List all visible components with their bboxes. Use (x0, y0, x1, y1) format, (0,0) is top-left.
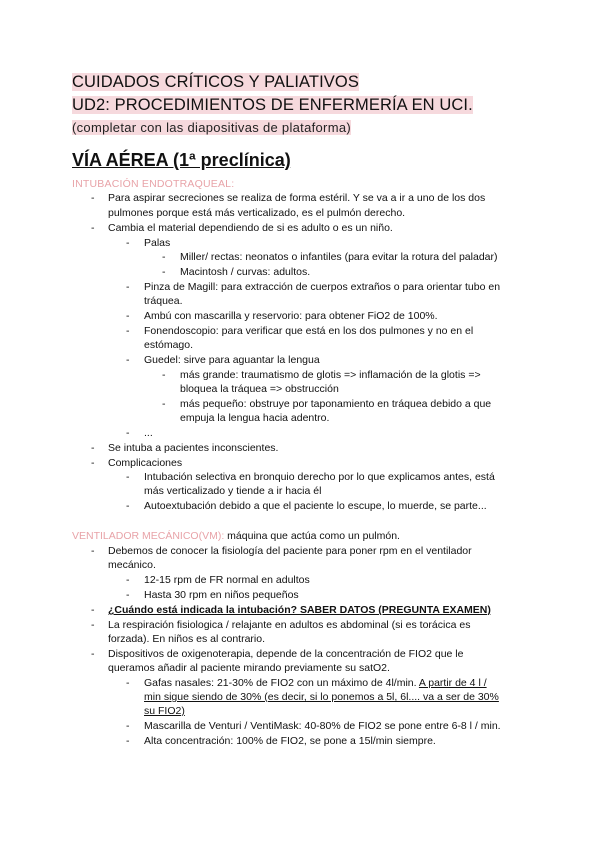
bullet-dash: - (126, 471, 130, 483)
bullet-dash: - (126, 574, 130, 586)
complicacion-1-line1: Intubación selectiva en bronquio derecho por lo que explicamos antes, está (144, 471, 495, 483)
ventilador-b1-line1: Debemos de conocer la fisiología del paciente para poner rpm en el ventilador (108, 545, 472, 557)
bullet-dash: - (91, 604, 95, 616)
ventilador-b3-line2: forzada). En niños es al contrario. (108, 633, 265, 645)
rpm-ninos: Hasta 30 rpm en niños pequeños (144, 589, 299, 601)
intubacion-heading: INTUBACIÓN ENDOTRAQUEAL: (72, 178, 235, 190)
ambu: Ambú con mascarilla y reservorio: para obtener FiO2 de 100%. (144, 310, 438, 322)
subtitle: (completar con las diapositivas de plataforma) (72, 120, 351, 135)
guedel-pequeno-line1: más pequeño: obstruye por taponamiento en tráquea debido a que (180, 398, 492, 410)
intubacion-b2: Cambia el material dependiendo de si es adulto o es un niño. (108, 222, 393, 234)
bullet-dash: - (162, 398, 166, 410)
ventilador-heading-line (72, 529, 400, 543)
ventilador-b3-line1: La respiración fisiologica / relajante en adultos es abdominal (si es torácica es (108, 619, 471, 631)
alta-concentracion: Alta concentración: 100% de FIO2, se pone a 15l/min siempre. (144, 735, 436, 747)
intubacion-b3: Se intuba a pacientes inconscientes. (108, 442, 279, 454)
bullet-dash: - (126, 735, 130, 747)
bullet-dash: - (126, 281, 130, 293)
ventilador-b2-question: ¿Cuándo está indicada la intubación? SABER DATOS (PREGUNTA EXAMEN) (108, 604, 491, 616)
bullet-dash: - (91, 619, 95, 631)
bullet-dash: - (126, 310, 130, 322)
bullet-dash: - (91, 192, 95, 204)
magill-line1: Pinza de Magill: para extracción de cuerpos extraños o para orientar tubo en (144, 281, 501, 293)
bullet-dash: - (126, 589, 130, 601)
intubacion-b1-line2: pulmones porque está más verticalizado, es el pulmón derecho. (108, 207, 406, 219)
ventilador-b1-line2: mecánico. (108, 559, 156, 571)
title-line-2 (72, 95, 473, 116)
guedel-grande-line2: bloquea la tráquea => obstrucción (180, 383, 339, 395)
bullet-dash: - (126, 237, 130, 249)
palas: Palas (144, 237, 171, 249)
ventilador-heading-rest: máquina que actúa como un pulmón. (224, 530, 400, 542)
gafas-line1 (144, 676, 487, 690)
gafas-text: Gafas nasales: 21-30% de FIO2 con un máximo de 4l/min. (144, 677, 419, 689)
bullet-dash: - (162, 266, 166, 278)
bullet-dash: - (91, 442, 95, 454)
gafas-line3: su FIO2) (144, 705, 185, 717)
bullet-dash: - (126, 325, 130, 337)
intubacion-b1-line1: Para aspirar secreciones se realiza de forma estéril. Y se va a ir a uno de los dos (108, 192, 486, 204)
bullet-dash: - (91, 545, 95, 557)
complicacion-1-line2: más verticalizado y tiende a ir hacia él (144, 485, 322, 497)
bullet-dash: - (126, 354, 130, 366)
bullet-dash: - (126, 720, 130, 732)
bullet-dash: - (126, 677, 130, 689)
bullet-dash: - (91, 222, 95, 234)
bullet-dash: - (126, 427, 130, 439)
gafas-line2: min sigue siendo de 30% (es decir, si lo ponemos a 5l, 6l.... va a ser de 30% (144, 691, 499, 703)
palas-miller: Miller/ rectas: neonatos o infantiles (para evitar la rotura del paladar) (180, 251, 498, 263)
magill-line2: tráquea. (144, 295, 183, 307)
rpm-adultos: 12-15 rpm de FR normal en adultos (144, 574, 310, 586)
bullet-dash: - (162, 251, 166, 263)
bullet-dash: - (126, 500, 130, 512)
ventilador-heading: VENTILADOR MECÁNICO(VM): (72, 530, 225, 542)
section-title: VÍA AÉREA (1ª preclínica) (72, 150, 291, 170)
bullet-dash: - (162, 369, 166, 381)
fonendo-line2: estómago. (144, 339, 194, 351)
fonendo-line1: Fonendoscopio: para verificar que está en los dos pulmones y no en el (144, 325, 474, 337)
title-course: CUIDADOS CRÍTICOS Y PALIATIVOS (72, 73, 359, 91)
ventilador-b4-line2: queramos añadir al paciente mirando previamente su satO2. (108, 662, 390, 674)
venturi: Mascarilla de Venturi / VentiMask: 40-80% de FIO2 se pone entre 6-8 l / min. (144, 720, 501, 732)
bullet-dash: - (91, 457, 95, 469)
ellipsis-item: ... (144, 427, 153, 439)
complicacion-2: Autoextubación debido a que el paciente lo escupe, lo muerde, se parte... (144, 500, 487, 512)
bullet-dash: - (91, 648, 95, 660)
palas-macintosh: Macintosh / curvas: adultos. (180, 266, 311, 278)
ventilador-b4-line1: Dispositivos de oxigenoterapia, depende de la concentración de FIO2 que le (108, 648, 464, 660)
guedel: Guedel: sirve para aguantar la lengua (144, 354, 320, 366)
guedel-grande-line1: más grande: traumatismo de glotis => inflamación de la glotis => (180, 369, 481, 381)
intubacion-b4: Complicaciones (108, 457, 183, 469)
gafas-underlined-text: A partir de 4 l / (418, 677, 487, 689)
title-line-1 (72, 72, 359, 93)
title-unit: UD2: PROCEDIMIENTOS DE ENFERMERÍA EN UCI. (72, 96, 473, 114)
guedel-pequeno-line2: empuja la lengua hacia adentro. (180, 412, 330, 424)
